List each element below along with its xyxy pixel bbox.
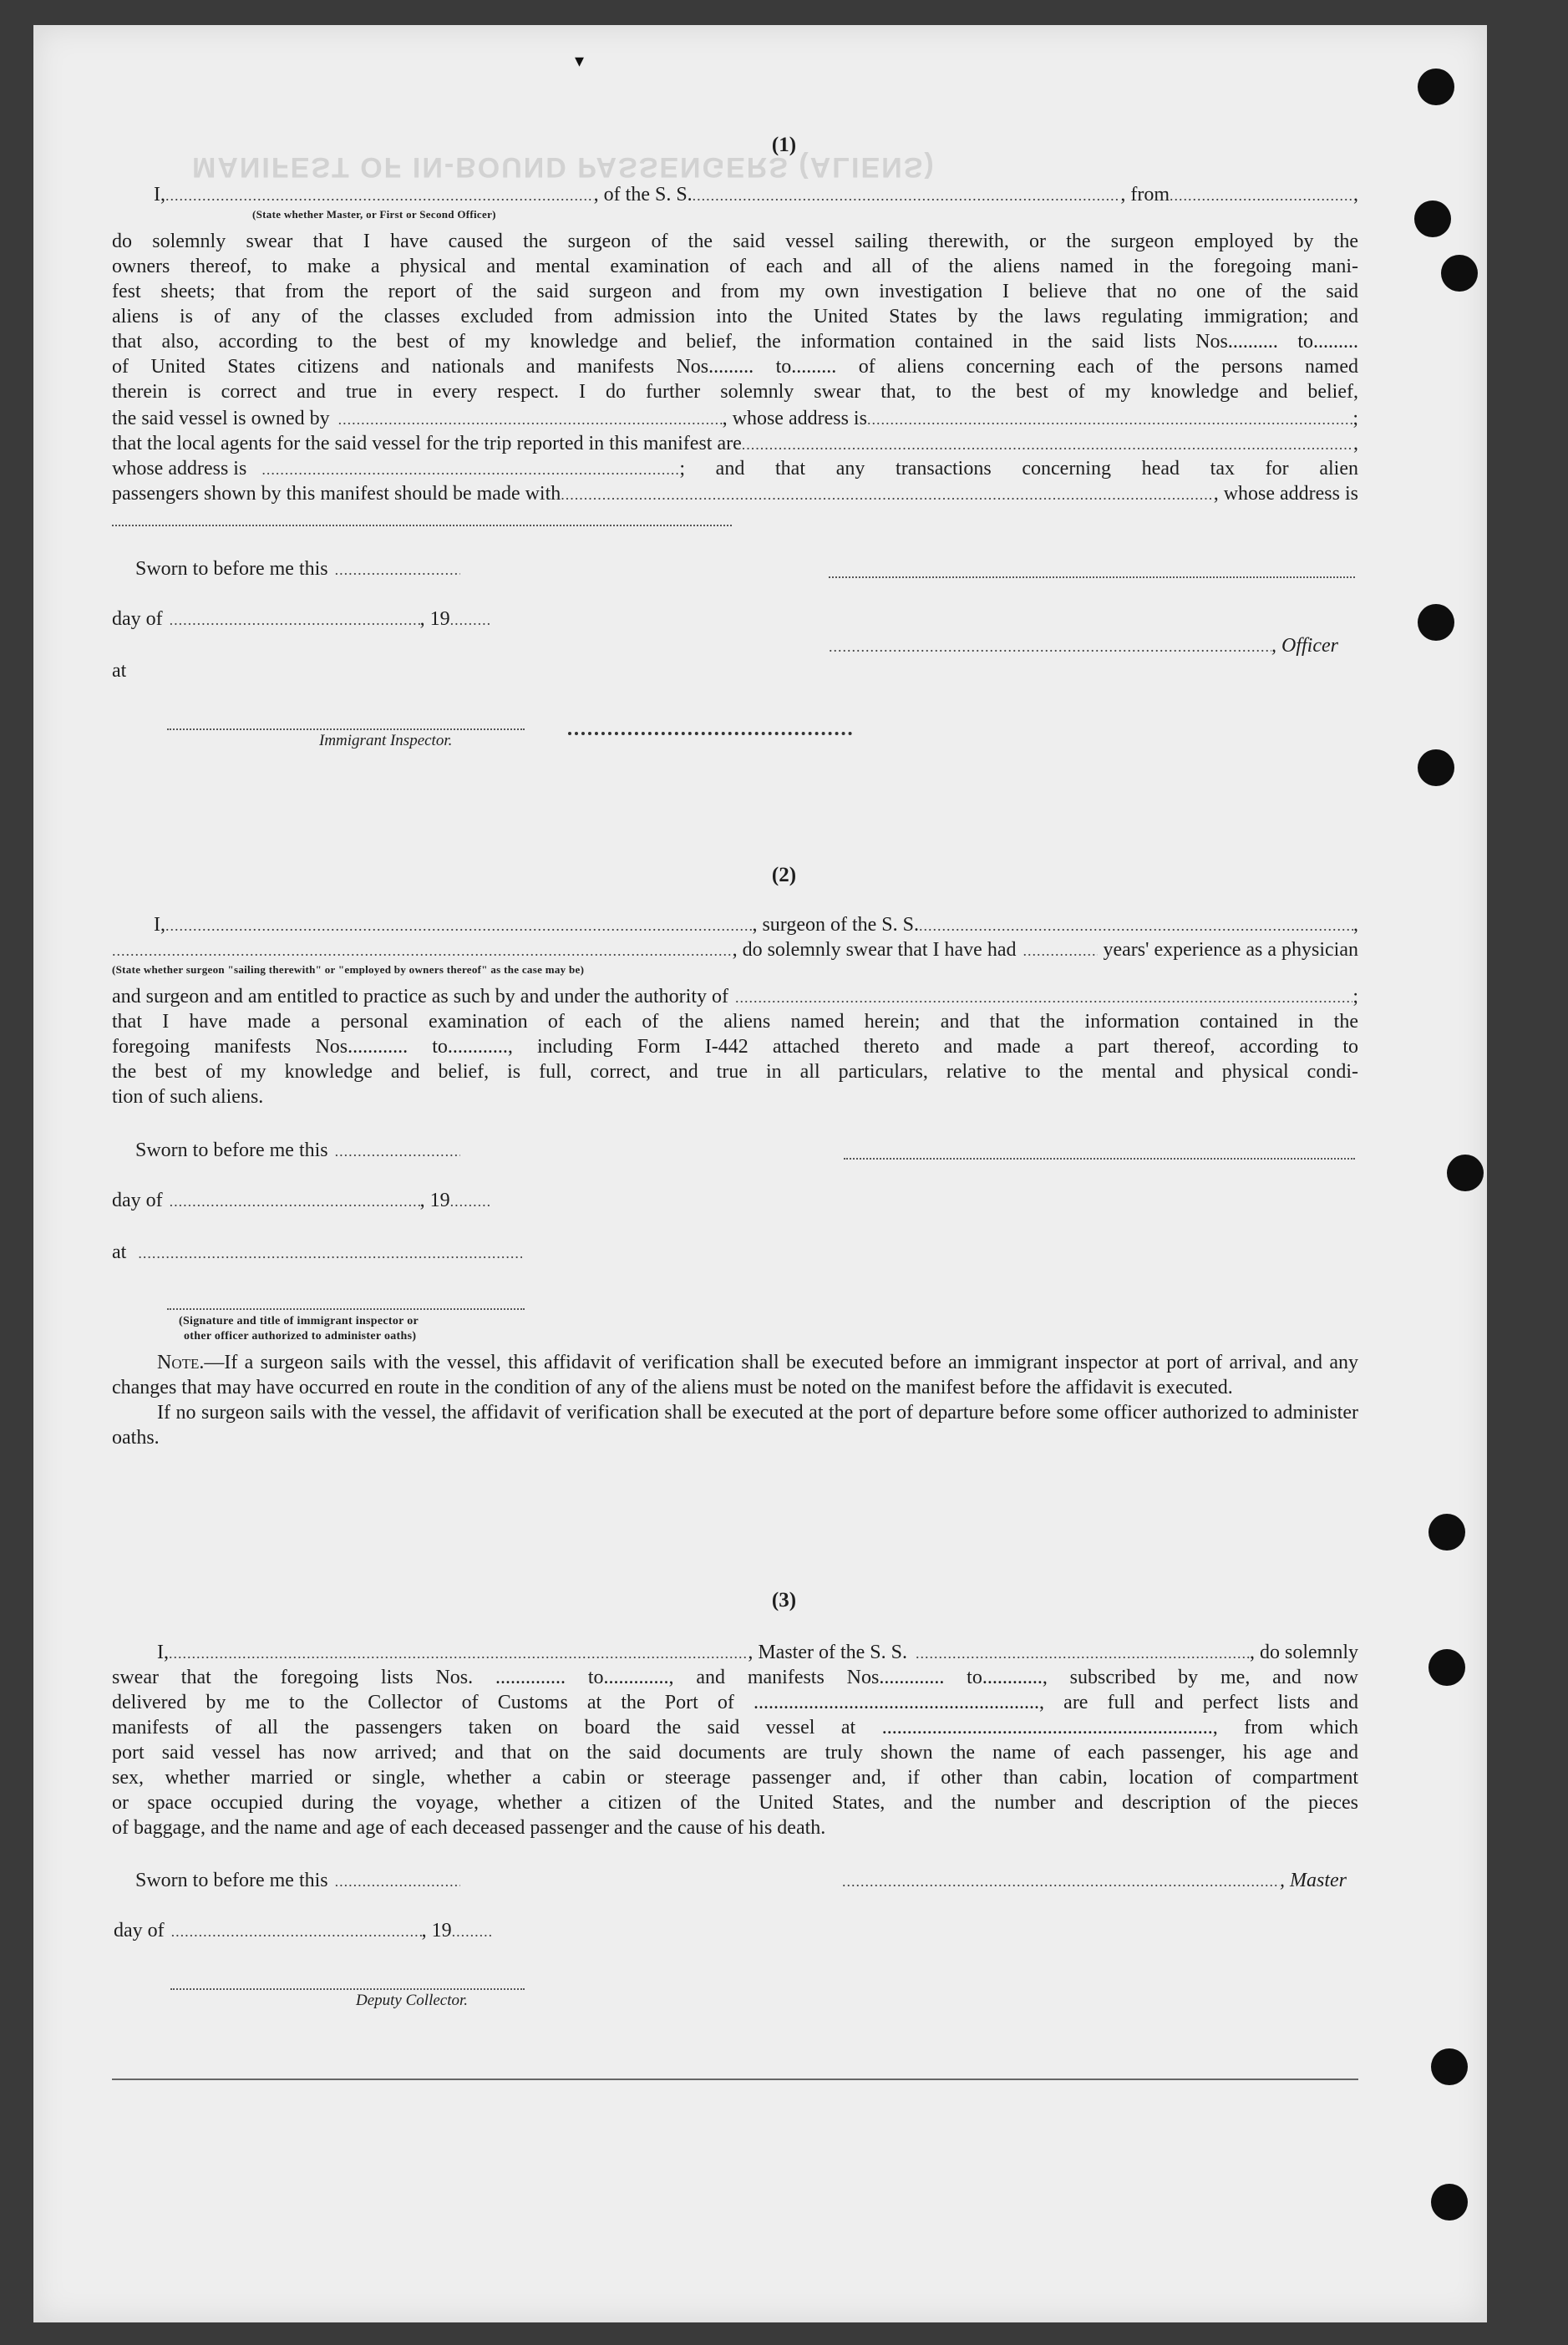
surgeon-signature-line [844, 1158, 1355, 1160]
section-1-passengers: passengers shown by this manifest should be made with ..... , whose address is [112, 481, 1358, 507]
para-line: manifests of all the passengers taken on board the said vessel at .................................................................., from which [112, 1717, 1358, 1738]
section-1-line-i: I, ..... , of the S. S. ..... , from ..... , [112, 182, 1358, 208]
punch-hole [1447, 1155, 1484, 1191]
section-1-sworn: Sworn to before me this ..... [135, 556, 460, 582]
para-line: swear that the foregoing lists Nos. .............. to............., and manifests Nos............. to............, subscribed by me, and now [112, 1667, 1358, 1688]
note-label: Note. [157, 1352, 205, 1373]
para-line: of baggage, and the name and age of each deceased passenger and the cause of his death. [112, 1817, 826, 1839]
section-2-line-i: I, ..... , surgeon of the S. S. ..... , [112, 912, 1358, 938]
punch-hole [1431, 2184, 1468, 2221]
para-line: tion of such aliens. [112, 1086, 264, 1108]
para-line: foregoing manifests Nos............ to............, including Form I-442 attached thereto and made a part thereof, according to [112, 1036, 1358, 1058]
para-line: therein is correct and true in every respect. I do further solemnly swear that, to the best of my knowledge and belief, [112, 381, 1358, 403]
stray-dotted-line [568, 732, 852, 735]
section-3-day-of: day of ..... , 19 ..... [114, 1918, 494, 1944]
section-1-day-of: day of ..... , 19 ..... [112, 607, 492, 632]
section-2-solemnly: ..... , do solemnly swear that I have had ..... years' experience as a physician [112, 937, 1358, 963]
section-3-sworn: Sworn to before me this ..... [135, 1868, 460, 1894]
deputy-collector-signature-line [170, 1988, 525, 1990]
deputy-collector-caption: Deputy Collector. [356, 1992, 469, 2009]
section-2-number: (2) [771, 864, 797, 886]
punch-hole [1418, 69, 1454, 105]
bleed-through-title: MANIFEST OF IN-BOUND PASSENGERS (ALIENS) [192, 151, 936, 183]
punch-hole [1418, 604, 1454, 641]
para-line: do solemnly swear that I have caused the surgeon of the said vessel sailing therewith, or the surgeon employed by the [112, 231, 1358, 252]
para-line: delivered by me to the Collector of Customs at the Port of ........................................................., are full and perfect lists and [112, 1692, 1358, 1713]
section-3-number: (3) [771, 1589, 797, 1612]
address-continuation-line [112, 525, 732, 526]
section-2-sworn: Sworn to before me this ..... [135, 1138, 460, 1164]
section-1-local-agents: that the local agents for the said vessel for the trip reported in this manifest are ..... , [112, 431, 1358, 457]
section-2-and-surgeon: and surgeon and am entitled to practice as such by and under the authority of ..... ; [112, 984, 1358, 1010]
officer-signature-line-top [829, 576, 1355, 578]
note-text: —If a surgeon sails with the vessel, this affidavit of verification shall be executed before an immigrant inspector at port of arrival, and any changes that may have occurred en route in the condition of any of the aliens must be noted on the manifest before the affidavit is executed. [112, 1352, 1358, 1398]
punch-hole [1414, 200, 1451, 237]
section-1-paragraph [112, 229, 1358, 404]
section-1-at: at [112, 660, 127, 682]
section-1-officer-note: (State whether Master, or First or Second Officer) [252, 208, 496, 221]
immigrant-inspector-caption: Immigrant Inspector. [319, 732, 453, 749]
section-3-line-i: I, ..... , Master of the S. S. ..... , do solemnly [112, 1640, 1358, 1666]
section-1-number: (1) [771, 134, 797, 156]
section-1-whose-address: whose address is ..... ; and that any transactions concerning head tax for alien [112, 456, 1358, 482]
punch-hole [1418, 749, 1454, 786]
para-line: aliens is of any of the classes excluded from admission into the United States by the laws regulating immigration; and [112, 306, 1358, 327]
section-3-master: ..... , Master [842, 1868, 1347, 1894]
punch-hole [1431, 2048, 1468, 2085]
section-3-paragraph [112, 1665, 1358, 1840]
section-2-surgeon-note: (State whether surgeon "sailing therewith" or "employed by owners thereof" as the case may be) [112, 963, 585, 976]
para-line: or space occupied during the voyage, whether a citizen of the United States, and the number and description of the pieces [112, 1792, 1358, 1814]
para-line: port said vessel has now arrived; and that on the said documents are truly shown the name of each passenger, his age and [112, 1742, 1358, 1764]
inspector-signature-line [167, 728, 525, 730]
punch-hole [1441, 255, 1478, 292]
section-2-signature-note-2: other officer authorized to administer oaths) [184, 1330, 417, 1343]
section-2-paragraph [112, 1009, 1358, 1109]
section-2-note [112, 1350, 1358, 1450]
section-2-day-of: day of ..... , 19 ..... [112, 1188, 492, 1214]
punch-hole [1428, 1514, 1465, 1551]
para-line: that also, according to the best of my knowledge and belief, the information contained in the said lists Nos.......... to......... [112, 331, 1358, 353]
note-text-2: If no surgeon sails with the vessel, the affidavit of verification shall be executed at the port of departure before some officer authorized to administer oaths. [112, 1402, 1358, 1449]
para-line: fest sheets; that from the report of the said surgeon and from my own investigation I believe that no one of the said [112, 281, 1358, 302]
section-1-officer: ..... , Officer [829, 633, 1338, 659]
section-1-owned-by: the said vessel is owned by ..... , whose address is ..... ; [112, 406, 1358, 432]
para-line: owners thereof, to make a physical and mental examination of each and all of the aliens named in the foregoing mani- [112, 256, 1358, 277]
para-line: that I have made a personal examination of each of the aliens named herein; and that the information contained in the [112, 1011, 1358, 1033]
para-line: of United States citizens and nationals and manifests Nos......... to......... of aliens concerning each of the persons named [112, 356, 1358, 378]
section-2-signature-note-1: (Signature and title of immigrant inspector or [179, 1315, 419, 1327]
section-2-at: at ..... [112, 1240, 522, 1266]
para-line: sex, whether married or single, whether a cabin or steerage passenger and, if other than cabin, location of compartment [112, 1767, 1358, 1789]
para-line: the best of my knowledge and belief, is full, correct, and true in all particulars, relative to the mental and physical condi- [112, 1061, 1358, 1083]
bottom-rule [112, 2079, 1358, 2080]
punch-hole [1428, 1649, 1465, 1686]
ink-speck: ▾ [575, 50, 585, 71]
section-2-inspector-signature-line [167, 1308, 525, 1310]
